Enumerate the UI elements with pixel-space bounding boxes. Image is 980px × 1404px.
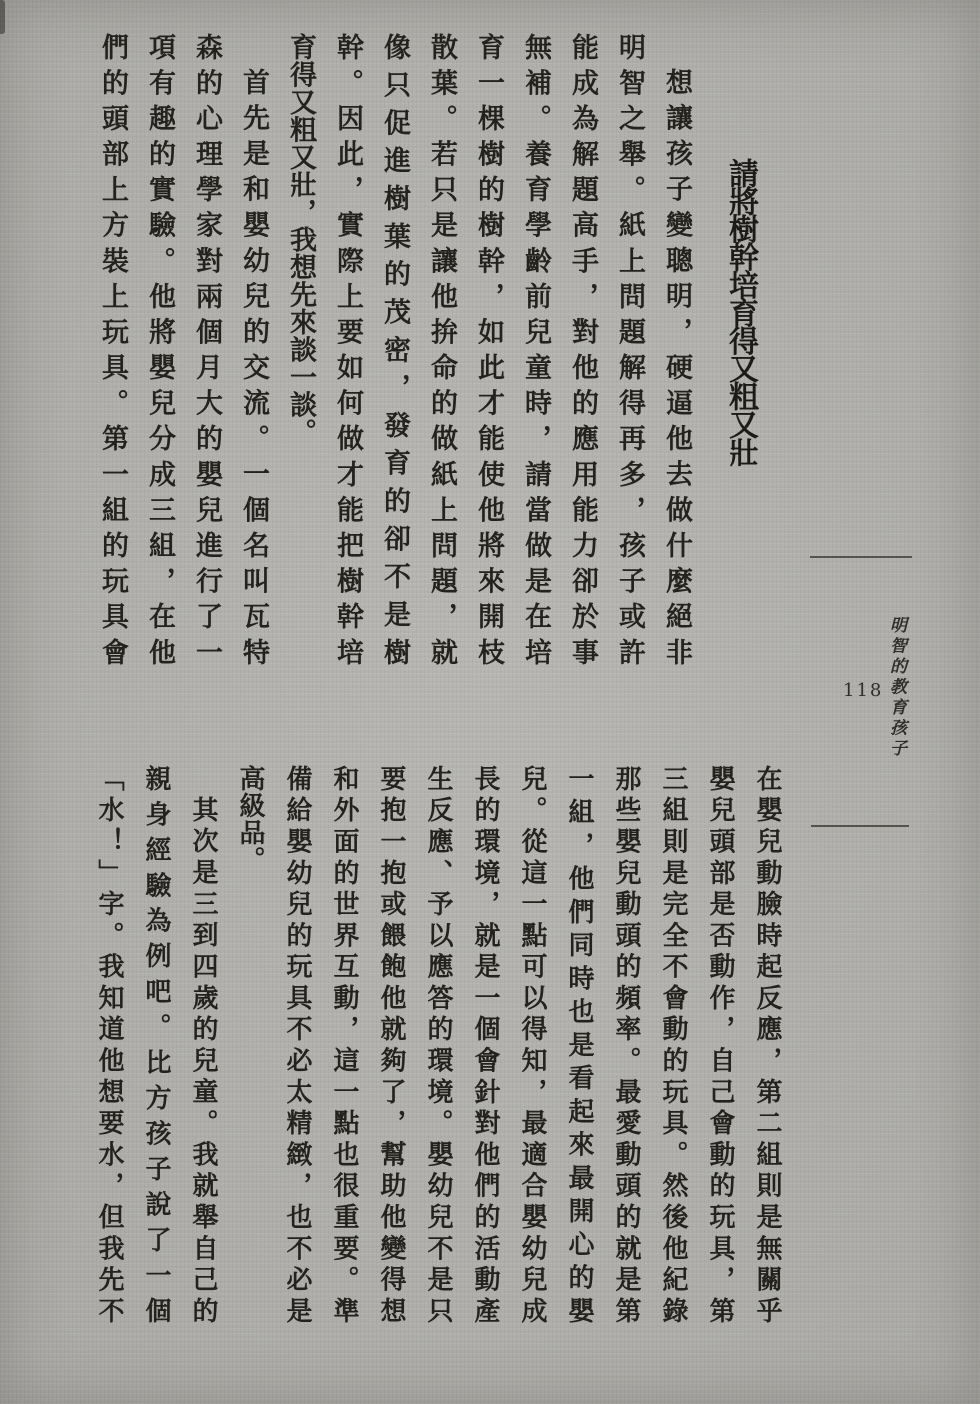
text-column: 高級品。 <box>235 765 265 873</box>
text-column: 那些嬰兒動頭的頻率。最愛動頭的就是第 <box>611 765 641 1329</box>
running-header: 明智的教育孩子 <box>886 616 906 760</box>
text-column: 親身經驗為例吧。比方孩子說了一個 <box>141 765 171 1333</box>
text-column: 和外面的世界互動，這一點也很重要。準 <box>329 765 359 1329</box>
text-column: 長的環境，就是一個會針對他們的活動產 <box>470 765 500 1329</box>
text-column: 其次是三到四歲的兒童。我就舉自己的 <box>188 796 218 1329</box>
separator-rule-bottom <box>811 825 909 827</box>
text-column: 森的心理學家對兩個月大的嬰兒進行了一 <box>191 33 222 674</box>
text-column: 嬰兒頭部是否動作，自己會動的玩具，第 <box>705 765 735 1329</box>
text-column: 備給嬰幼兒的玩具不必太精緻，也不必是 <box>282 765 312 1329</box>
text-column: 育得又粗又壯，我想先來談一談。 <box>285 33 316 446</box>
text-column: 兒。從這一點可以得知，最適合嬰幼兒成 <box>517 765 547 1329</box>
text-column: 在嬰兒動臉時起反應，第二組則是無關乎 <box>752 765 782 1329</box>
text-column: 能成為解題高手，對他的應用能力卻於事 <box>567 33 598 674</box>
text-column: 首先是和嬰幼兒的交流。一個名叫瓦特 <box>238 68 269 674</box>
text-column: 「水！」字。我知道他想要水，但我先不 <box>94 765 124 1329</box>
text-column: 育一棵樹的樹幹，如此才能使他將來開枝 <box>473 33 504 674</box>
scan-edge-smudge <box>0 0 5 34</box>
text-column: 想讓孩子變聰明，硬逼他去做什麼絕非 <box>661 68 692 674</box>
text-column: 散葉。若只是讓他拚命的做紙上問題，就 <box>426 33 457 674</box>
text-column: 明智之舉。紙上問題解得再多，孩子或許 <box>614 33 645 674</box>
separator-rule-top <box>810 556 912 558</box>
text-column: 無補。養育學齡前兒童時，請當做是在培 <box>520 33 551 674</box>
text-column: 像只促進樹葉的茂密，發育的卻不是樹 <box>379 33 410 676</box>
section-title: 請將樹幹培育得又粗又壯 <box>723 158 758 465</box>
top-text-block <box>89 33 765 676</box>
text-column: 幹。因此，實際上要如何做才能把樹幹培 <box>332 33 363 674</box>
bottom-text-block <box>85 765 790 1333</box>
text-column: 三組則是完全不會動的玩具。然後他紀錄 <box>658 765 688 1329</box>
page-number: 118 <box>843 680 884 701</box>
text-column: 要抱一抱或餵飽他就夠了，幫助他變得想 <box>376 765 406 1329</box>
text-column: 項有趣的實驗。他將嬰兒分成三組，在他 <box>144 33 175 674</box>
text-column: 們的頭部上方裝上玩具。第一組的玩具會 <box>97 33 128 674</box>
text-column: 生反應、予以應答的環境。嬰幼兒不是只 <box>423 765 453 1329</box>
text-column: 一組，他們同時也是看起來最開心的嬰 <box>564 765 594 1331</box>
